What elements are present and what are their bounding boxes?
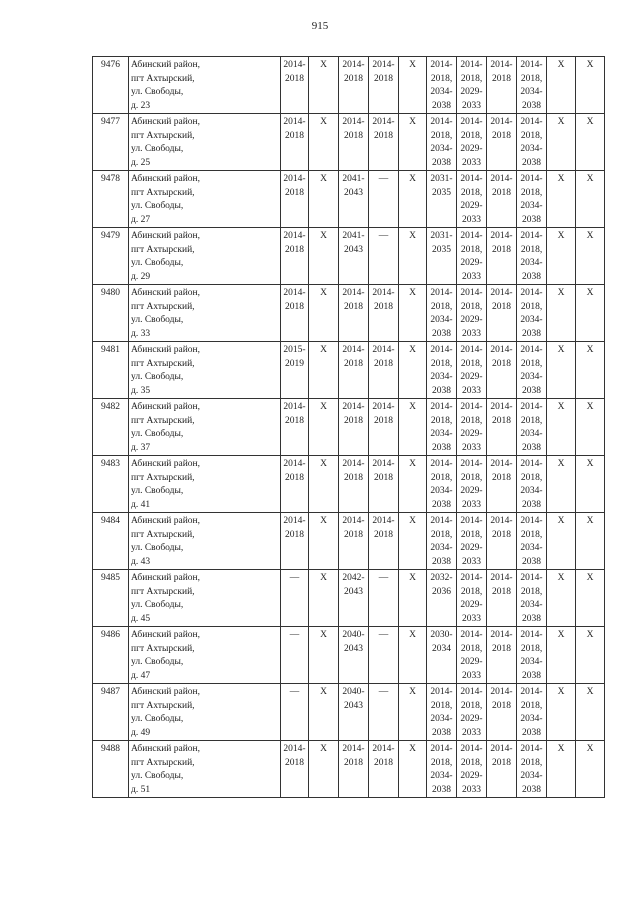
schedule-cell: Х <box>547 228 576 285</box>
schedule-cell: 2014- 2018, 2029- 2033 <box>457 513 487 570</box>
schedule-cell: — <box>281 570 309 627</box>
schedule-cell: 2014- 2018 <box>369 285 399 342</box>
schedule-cell: 2014- 2018 <box>487 114 517 171</box>
address-line: ул. Свободы, <box>131 486 184 496</box>
schedule-cell: 2014- 2018, 2034- 2038 <box>427 342 457 399</box>
address-line: ул. Свободы, <box>131 258 184 268</box>
schedule-cell: 2014- 2018, 2034- 2038 <box>517 570 547 627</box>
address-line: ул. Свободы, <box>131 714 184 724</box>
address-line: пгт Ахтырский, <box>131 472 195 483</box>
address-line: ул. Свободы, <box>131 771 184 781</box>
address-line: Абинский район, <box>131 687 201 697</box>
address-cell <box>129 285 281 342</box>
address-line: д. 41 <box>131 499 151 510</box>
schedule-cell: 2014- 2018 <box>487 741 517 798</box>
address-cell <box>129 456 281 513</box>
schedule-cell: 2014- 2018, 2029- 2033 <box>457 456 487 513</box>
schedule-cell: Х <box>309 684 339 741</box>
page-number: 915 <box>311 20 329 32</box>
schedule-cell: 2014- 2018, 2029- 2033 <box>457 57 487 114</box>
address-line: ул. Свободы, <box>131 201 184 211</box>
schedule-cell: 2014- 2018 <box>487 342 517 399</box>
row-number: 9483 <box>93 456 129 513</box>
schedule-cell: 2014- 2018, 2029- 2033 <box>457 342 487 399</box>
address-line: пгт Ахтырский, <box>131 244 195 255</box>
schedule-cell: 2014- 2018 <box>369 456 399 513</box>
schedule-cell: 2014- 2018, 2034- 2038 <box>517 684 547 741</box>
address-line: ул. Свободы, <box>131 657 184 667</box>
schedule-cell: 2014- 2018, 2034- 2038 <box>517 456 547 513</box>
schedule-cell: 2014- 2018 <box>339 456 369 513</box>
table-row <box>93 456 605 513</box>
schedule-cell: 2014- 2018, 2034- 2038 <box>427 684 457 741</box>
schedule-cell: 2014- 2018 <box>339 741 369 798</box>
schedule-cell: Х <box>309 57 339 114</box>
schedule-cell: Х <box>547 399 576 456</box>
schedule-cell: Х <box>399 114 427 171</box>
address-line: ул. Свободы, <box>131 600 184 610</box>
schedule-cell: — <box>369 228 399 285</box>
schedule-cell: 2041- 2043 <box>339 228 369 285</box>
address-cell <box>129 513 281 570</box>
schedule-cell: 2014- 2018, 2034- 2038 <box>427 114 457 171</box>
address-line: д. 47 <box>131 670 151 681</box>
address-line: ул. Свободы, <box>131 543 184 553</box>
table-row <box>93 570 605 627</box>
schedule-cell: Х <box>547 627 576 684</box>
schedule-cell: Х <box>399 342 427 399</box>
schedule-cell: 2014- 2018 <box>281 741 309 798</box>
schedule-cell: 2014- 2018 <box>487 570 517 627</box>
address-cell <box>129 741 281 798</box>
table-row <box>93 114 605 171</box>
schedule-cell: Х <box>399 684 427 741</box>
schedule-cell: 2014- 2018 <box>369 342 399 399</box>
address-line: д. 29 <box>131 271 151 282</box>
schedule-cell: 2014- 2018, 2034- 2038 <box>517 513 547 570</box>
row-number: 9487 <box>93 684 129 741</box>
schedule-cell: 2014- 2018 <box>339 57 369 114</box>
schedule-cell: Х <box>399 627 427 684</box>
address-line: д. 51 <box>131 784 151 795</box>
address-cell <box>129 627 281 684</box>
schedule-cell: — <box>281 627 309 684</box>
schedule-cell: Х <box>309 570 339 627</box>
address-line: Абинский район, <box>131 117 201 127</box>
address-line: пгт Ахтырский, <box>131 757 195 768</box>
address-cell <box>129 684 281 741</box>
schedule-cell: Х <box>576 399 605 456</box>
schedule-cell: 2030- 2034 <box>427 627 457 684</box>
address-line: ул. Свободы, <box>131 144 184 154</box>
schedule-cell: 2014- 2018, 2029- 2033 <box>457 285 487 342</box>
schedule-cell: 2014- 2018 <box>487 285 517 342</box>
address-line: пгт Ахтырский, <box>131 529 195 540</box>
schedule-cell: 2014- 2018 <box>339 342 369 399</box>
schedule-cell: 2014- 2018, 2034- 2038 <box>517 741 547 798</box>
schedule-cell: 2014- 2018, 2029- 2033 <box>457 741 487 798</box>
schedule-cell: Х <box>309 114 339 171</box>
address-line: ул. Свободы, <box>131 429 184 439</box>
table-row <box>93 228 605 285</box>
schedule-cell: Х <box>547 513 576 570</box>
schedule-cell: 2014- 2018, 2034- 2038 <box>427 513 457 570</box>
address-cell <box>129 399 281 456</box>
schedule-cell: Х <box>547 57 576 114</box>
address-line: д. 37 <box>131 442 151 453</box>
address-cell <box>129 342 281 399</box>
schedule-cell: 2014- 2018 <box>281 399 309 456</box>
table-row <box>93 741 605 798</box>
table-row <box>93 171 605 228</box>
address-cell <box>129 57 281 114</box>
table-row <box>93 513 605 570</box>
row-number: 9479 <box>93 228 129 285</box>
schedule-cell: 2032- 2036 <box>427 570 457 627</box>
schedule-cell: Х <box>547 456 576 513</box>
address-cell <box>129 171 281 228</box>
schedule-cell: Х <box>399 57 427 114</box>
schedule-cell: Х <box>309 228 339 285</box>
row-number: 9486 <box>93 627 129 684</box>
schedule-cell: Х <box>399 456 427 513</box>
schedule-cell: Х <box>576 171 605 228</box>
address-line: д. 45 <box>131 613 151 624</box>
schedule-cell: 2014- 2018 <box>281 171 309 228</box>
schedule-cell: 2014- 2018 <box>369 57 399 114</box>
schedule-cell: Х <box>309 285 339 342</box>
schedule-cell: 2014- 2018 <box>487 456 517 513</box>
schedule-cell: Х <box>576 570 605 627</box>
schedule-cell: Х <box>576 684 605 741</box>
schedule-cell: 2014- 2018 <box>487 57 517 114</box>
table-row <box>93 342 605 399</box>
schedule-cell: Х <box>399 285 427 342</box>
row-number: 9488 <box>93 741 129 798</box>
schedule-cell: 2014- 2018, 2029- 2033 <box>457 570 487 627</box>
row-number: 9478 <box>93 171 129 228</box>
schedule-cell: 2040- 2043 <box>339 684 369 741</box>
schedule-cell: Х <box>309 456 339 513</box>
schedule-cell: 2014- 2018 <box>281 114 309 171</box>
address-line: Абинский район, <box>131 345 201 355</box>
schedule-cell: 2031- 2035 <box>427 228 457 285</box>
address-line: д. 43 <box>131 556 151 567</box>
address-line: Абинский район, <box>131 516 201 526</box>
address-line: Абинский район, <box>131 402 201 412</box>
address-cell <box>129 228 281 285</box>
schedule-cell: Х <box>309 513 339 570</box>
schedule-cell: 2015- 2019 <box>281 342 309 399</box>
schedule-cell: 2014- 2018, 2034- 2038 <box>517 399 547 456</box>
row-number: 9477 <box>93 114 129 171</box>
schedule-cell: 2014- 2018, 2034- 2038 <box>427 57 457 114</box>
address-line: д. 49 <box>131 727 151 738</box>
table-row <box>93 684 605 741</box>
address-line: Абинский район, <box>131 630 201 640</box>
schedule-cell: 2014- 2018 <box>281 456 309 513</box>
schedule-cell: 2014- 2018 <box>339 114 369 171</box>
address-line: пгт Ахтырский, <box>131 187 195 198</box>
schedule-cell: 2014- 2018, 2034- 2038 <box>427 399 457 456</box>
schedule-cell: 2014- 2018, 2029- 2033 <box>457 114 487 171</box>
schedule-cell: 2014- 2018 <box>487 684 517 741</box>
schedule-cell: Х <box>576 57 605 114</box>
schedule-cell: 2014- 2018 <box>281 513 309 570</box>
schedule-cell: Х <box>399 741 427 798</box>
schedule-cell: 2014- 2018, 2034- 2038 <box>517 228 547 285</box>
schedule-cell: 2014- 2018, 2034- 2038 <box>427 456 457 513</box>
schedule-cell: 2014- 2018 <box>487 171 517 228</box>
schedule-cell: Х <box>576 114 605 171</box>
schedule-cell: Х <box>399 228 427 285</box>
schedule-cell: 2014- 2018, 2034- 2038 <box>517 285 547 342</box>
schedule-cell: Х <box>547 684 576 741</box>
schedule-cell: Х <box>576 741 605 798</box>
schedule-cell: 2042- 2043 <box>339 570 369 627</box>
schedule-cell: 2041- 2043 <box>339 171 369 228</box>
row-number: 9482 <box>93 399 129 456</box>
address-line: Абинский район, <box>131 60 201 70</box>
schedule-cell: 2014- 2018, 2034- 2038 <box>517 342 547 399</box>
schedule-cell: 2031- 2035 <box>427 171 457 228</box>
address-line: пгт Ахтырский, <box>131 415 195 426</box>
schedule-cell: 2014- 2018 <box>487 627 517 684</box>
address-line: д. 35 <box>131 385 151 396</box>
address-line: д. 33 <box>131 328 151 339</box>
table-row <box>93 627 605 684</box>
schedule-cell: 2014- 2018, 2029- 2033 <box>457 627 487 684</box>
address-cell <box>129 570 281 627</box>
schedule-cell: Х <box>547 114 576 171</box>
schedule-cell: 2014- 2018 <box>369 399 399 456</box>
address-line: ул. Свободы, <box>131 372 184 382</box>
schedule-cell: 2014- 2018, 2034- 2038 <box>517 57 547 114</box>
schedule-cell: Х <box>309 399 339 456</box>
schedule-cell: Х <box>576 513 605 570</box>
schedule-cell: 2014- 2018 <box>281 57 309 114</box>
table-row <box>93 57 605 114</box>
schedule-cell: 2014- 2018 <box>487 513 517 570</box>
schedule-cell: 2014- 2018 <box>339 513 369 570</box>
address-line: Абинский район, <box>131 288 201 298</box>
schedule-cell: 2040- 2043 <box>339 627 369 684</box>
address-line: Абинский район, <box>131 744 201 754</box>
schedule-cell: 2014- 2018 <box>369 114 399 171</box>
address-line: д. 25 <box>131 157 151 168</box>
address-line: пгт Ахтырский, <box>131 130 195 141</box>
address-line: ул. Свободы, <box>131 87 184 97</box>
address-line: пгт Ахтырский, <box>131 643 195 654</box>
schedule-cell: 2014- 2018, 2029- 2033 <box>457 399 487 456</box>
housing-repair-schedule-table <box>92 56 605 798</box>
schedule-cell: Х <box>576 342 605 399</box>
schedule-cell: Х <box>309 627 339 684</box>
address-line: Абинский район, <box>131 231 201 241</box>
schedule-cell: 2014- 2018, 2034- 2038 <box>517 627 547 684</box>
schedule-cell: 2014- 2018, 2034- 2038 <box>427 741 457 798</box>
schedule-cell: — <box>369 171 399 228</box>
schedule-cell: Х <box>547 171 576 228</box>
schedule-cell: Х <box>399 513 427 570</box>
row-number: 9481 <box>93 342 129 399</box>
schedule-cell: — <box>369 684 399 741</box>
schedule-cell: Х <box>547 741 576 798</box>
address-line: Абинский район, <box>131 174 201 184</box>
schedule-cell: — <box>369 570 399 627</box>
schedule-cell: Х <box>576 228 605 285</box>
address-cell <box>129 114 281 171</box>
schedule-cell: 2014- 2018, 2034- 2038 <box>517 171 547 228</box>
address-line: Абинский район, <box>131 459 201 469</box>
schedule-cell: 2014- 2018 <box>369 513 399 570</box>
row-number: 9485 <box>93 570 129 627</box>
schedule-cell: 2014- 2018 <box>487 399 517 456</box>
schedule-cell: 2014- 2018, 2029- 2033 <box>457 684 487 741</box>
address-line: ул. Свободы, <box>131 315 184 325</box>
address-line: пгт Ахтырский, <box>131 586 195 597</box>
schedule-cell: 2014- 2018, 2029- 2033 <box>457 171 487 228</box>
address-line: пгт Ахтырский, <box>131 301 195 312</box>
schedule-cell: 2014- 2018 <box>281 285 309 342</box>
schedule-cell: Х <box>399 171 427 228</box>
address-line: пгт Ахтырский, <box>131 358 195 369</box>
schedule-cell: Х <box>547 285 576 342</box>
schedule-cell: 2014- 2018 <box>369 741 399 798</box>
address-line: д. 27 <box>131 214 151 225</box>
schedule-cell: 2014- 2018 <box>339 285 369 342</box>
schedule-cell: Х <box>576 456 605 513</box>
schedule-cell: Х <box>399 570 427 627</box>
schedule-cell: Х <box>399 399 427 456</box>
schedule-cell: Х <box>576 627 605 684</box>
schedule-cell: Х <box>309 342 339 399</box>
table-row <box>93 399 605 456</box>
schedule-cell: 2014- 2018 <box>487 228 517 285</box>
schedule-cell: Х <box>547 570 576 627</box>
address-line: Абинский район, <box>131 573 201 583</box>
schedule-cell: Х <box>576 285 605 342</box>
table-row <box>93 285 605 342</box>
row-number: 9484 <box>93 513 129 570</box>
schedule-cell: 2014- 2018, 2034- 2038 <box>517 114 547 171</box>
address-line: пгт Ахтырский, <box>131 700 195 711</box>
schedule-cell: — <box>369 627 399 684</box>
schedule-cell: Х <box>547 342 576 399</box>
row-number: 9476 <box>93 57 129 114</box>
address-line: д. 23 <box>131 100 151 111</box>
address-line: пгт Ахтырский, <box>131 73 195 84</box>
schedule-cell: 2014- 2018, 2034- 2038 <box>427 285 457 342</box>
schedule-cell: 2014- 2018 <box>339 399 369 456</box>
schedule-cell: 2014- 2018 <box>281 228 309 285</box>
schedule-cell: — <box>281 684 309 741</box>
row-number: 9480 <box>93 285 129 342</box>
schedule-cell: Х <box>309 741 339 798</box>
schedule-cell: Х <box>309 171 339 228</box>
schedule-cell: 2014- 2018, 2029- 2033 <box>457 228 487 285</box>
